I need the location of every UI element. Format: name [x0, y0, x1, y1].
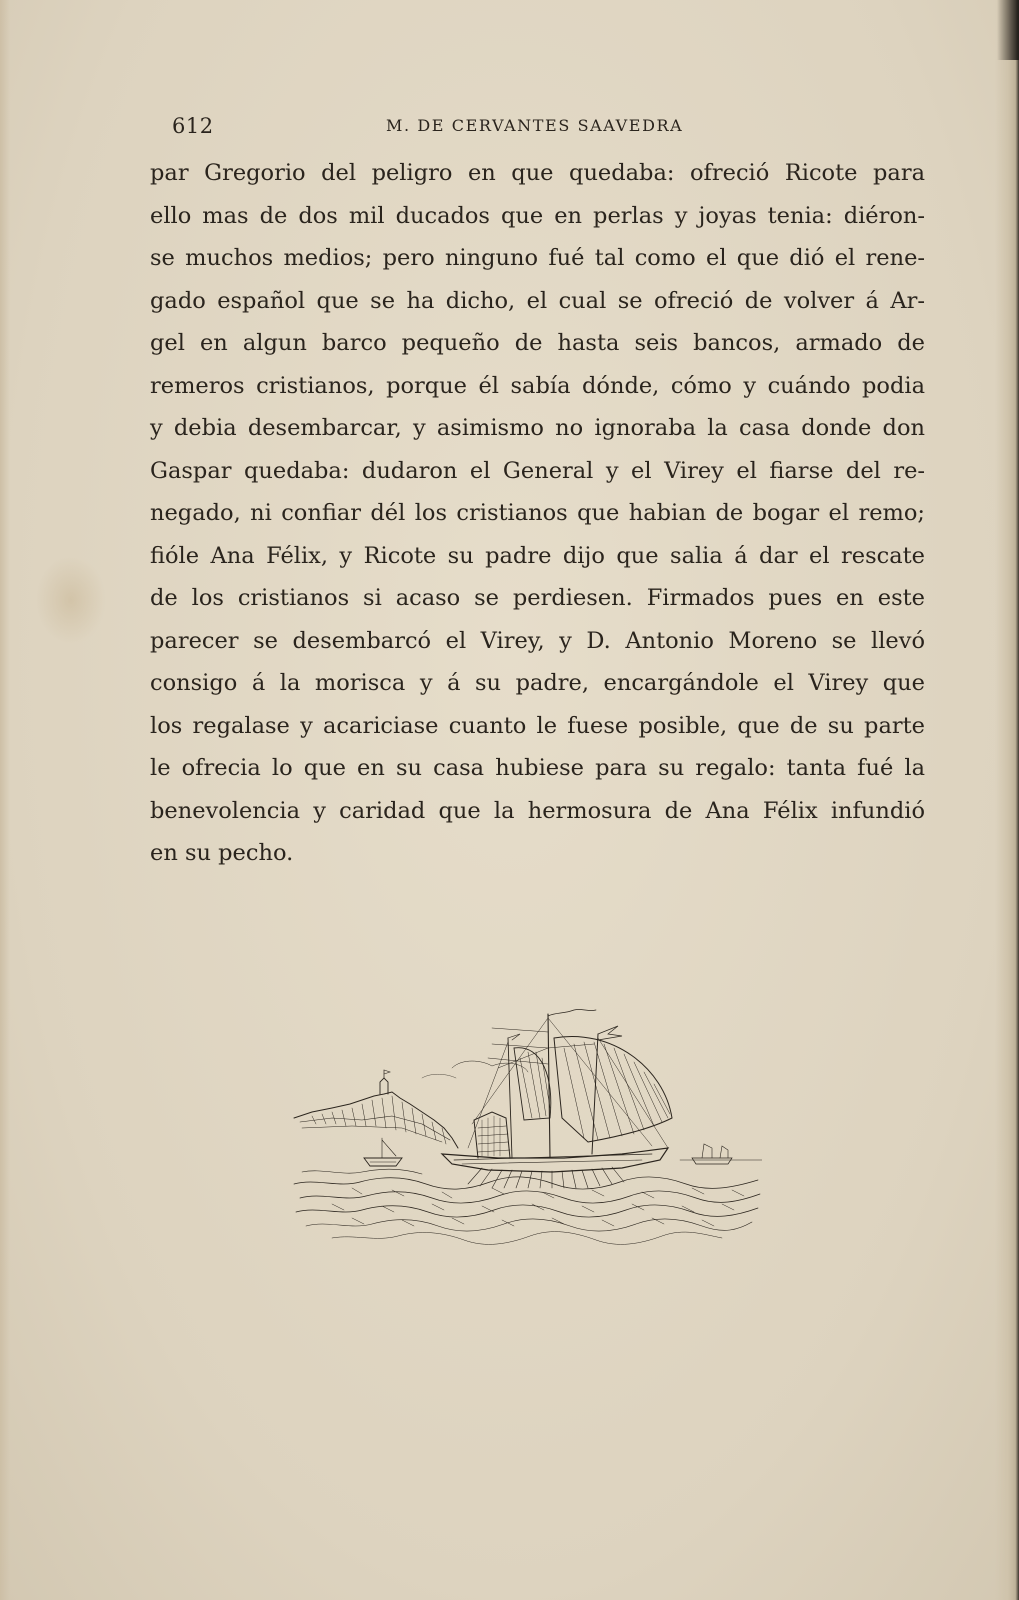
- fore-sail: [514, 1048, 551, 1120]
- text-line: se muchos medios; pero ninguno fué tal como el que dió el rene-: [150, 245, 925, 271]
- paper-stain: [36, 555, 106, 645]
- distant-ships: [692, 1158, 732, 1164]
- text-line: de los cristianos si acaso se perdiesen. Firmados pues en este: [150, 585, 925, 611]
- text-line: Gaspar quedaba: dudaron el General y el Virey el fiarse del re-: [150, 457, 925, 484]
- page-number: 612: [172, 114, 214, 138]
- text-line: le ofrecia lo que en su casa hubiese para su regalo: tanta fué la: [150, 755, 925, 781]
- fortress: [380, 1078, 388, 1094]
- sailing-ship-engraving-icon: [292, 1008, 762, 1258]
- text-line: y debia desembarcar, y asimismo no ignoraba la casa donde don: [150, 415, 925, 441]
- text-line-last: en su pecho.: [150, 840, 294, 866]
- sea-waves: [302, 1169, 422, 1174]
- page-header: [150, 112, 930, 142]
- pennant: [548, 1009, 596, 1016]
- text-line: gel en algun barco pequeño de hasta seis bancos, armado de: [150, 330, 925, 356]
- text-line: negado, ni confiar dél los cristianos que habian de bogar el remo;: [150, 500, 925, 526]
- right-page-edge: [995, 0, 1019, 1600]
- text-line: consigo á la morisca y á su padre, encargándole el Virey que: [150, 670, 925, 696]
- text-line: los regalase y acariciase cuanto le fuese posible, que de su parte: [150, 712, 925, 739]
- text-line: ello mas de dos mil ducados que en perlas y joyas tenia: diéron-: [150, 202, 925, 229]
- coastline: [294, 1092, 458, 1148]
- text-line: gado español que se ha dicho, el cual se ofreció de volver á Ar-: [150, 287, 925, 314]
- left-page-shadow: [0, 0, 10, 1600]
- body-text: [150, 152, 925, 875]
- text-line: remeros cristianos, porque él sabía dónde, cómo y cuándo podia: [150, 372, 925, 399]
- text-line: par Gregorio del peligro en que quedaba: ofreció Ricote para: [150, 160, 925, 186]
- text-line: fióle Ana Félix, y Ricote su padre dijo que salia á dar el rescate: [150, 542, 925, 569]
- text-line: benevolencia y caridad que la hermosura de Ana Félix infundió: [150, 797, 925, 824]
- text-line: parecer se desembarcó el Virey, y D. Antonio Moreno se llevó: [150, 627, 925, 654]
- top-right-corner: [997, 0, 1019, 60]
- running-head: M. DE CERVANTES SAAVEDRA: [386, 116, 684, 135]
